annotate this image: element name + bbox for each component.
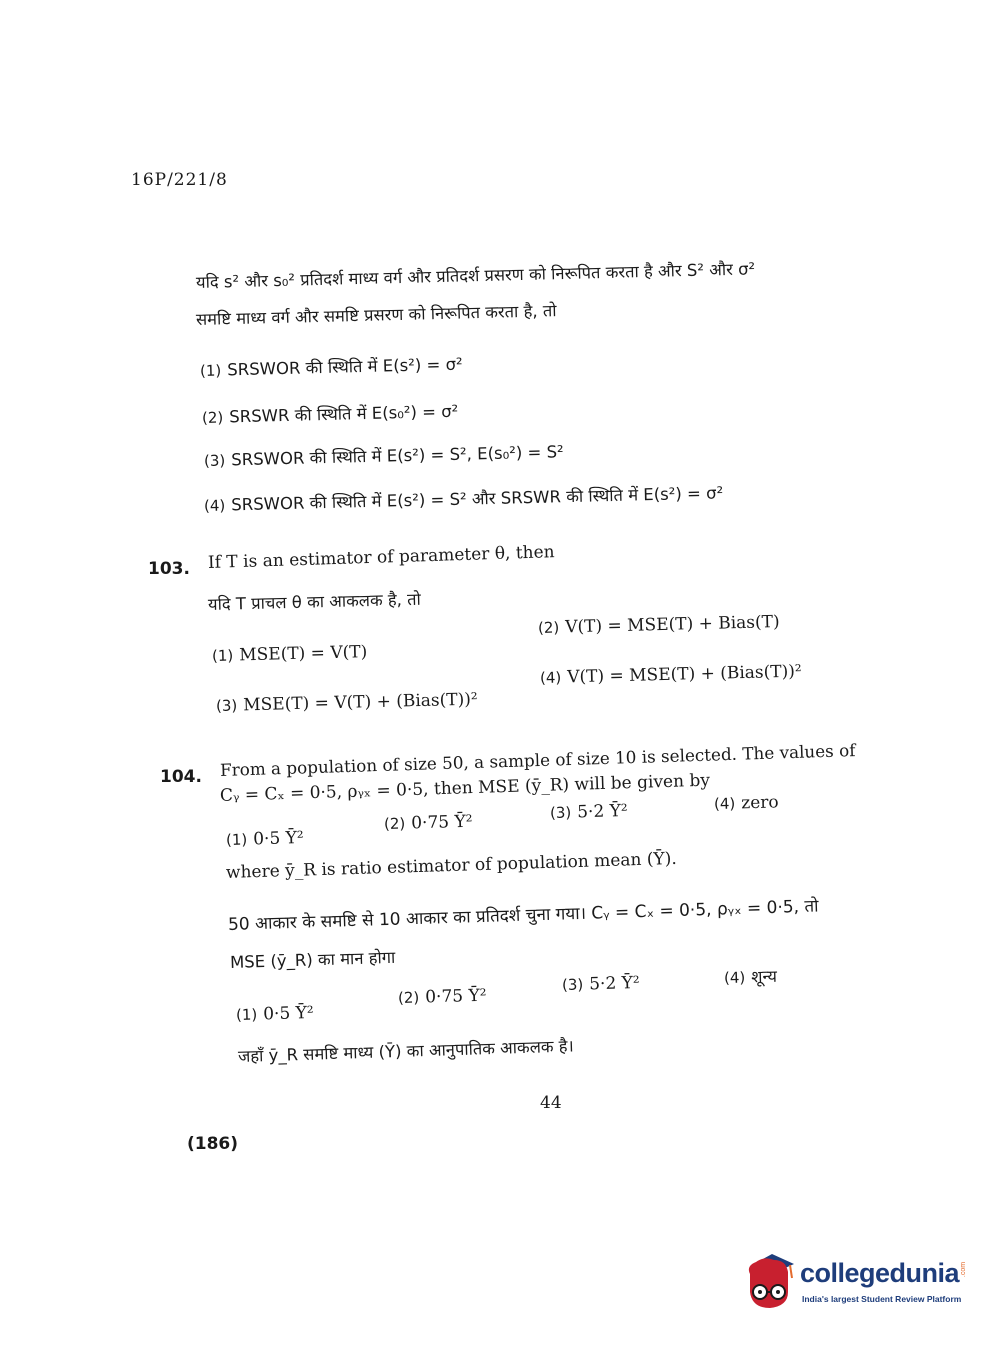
option-number: (3) [549, 803, 572, 822]
option-number: (2) [201, 408, 224, 427]
q104-hindi-line2: MSE (ȳ_R) का मान होगा [229, 947, 396, 972]
paper-code: 16P/221/8 [131, 170, 228, 190]
q104-option-en-3 [550, 801, 628, 823]
q104-where-english: where ȳ_R is ratio estimator of population mean (Ȳ). [225, 848, 678, 883]
q103-option-3 [216, 690, 478, 716]
q104-option-hi-1 [236, 1003, 314, 1025]
q103-hindi: यदि T प्राचल θ का आकलक है, तो [207, 589, 422, 614]
option-number: (4) [203, 496, 226, 515]
q102-hindi-line1: यदि s² और s₀² प्रतिदर्श माध्य वर्ग और प्रतिदर्श प्रसरण को निरूपित करता है और S² और σ² [195, 259, 756, 292]
option-number: (3) [561, 975, 584, 994]
option-number: (2) [383, 814, 406, 833]
option-text: V(T) = MSE(T) + Bias(T) [564, 612, 780, 638]
option-text: MSE(T) = V(T) + (Bias(T))² [242, 689, 478, 716]
q103-english: If T is an estimator of parameter θ, then [207, 542, 555, 573]
q104-english-line2: Cᵧ = Cₓ = 0·5, ρᵧₓ = 0·5, then MSE (ȳ_R) will be given by [219, 770, 711, 806]
option-number: (1) [199, 361, 222, 380]
option-number: (4) [723, 968, 746, 987]
mascot-icon [742, 1252, 798, 1314]
option-text: SRSWOR की स्थिति में E(s²) = σ² [227, 354, 463, 380]
q104-option-en-1 [226, 828, 304, 850]
option-number: (2) [537, 618, 560, 637]
brand-suffix: .com [960, 1261, 968, 1278]
q102-hindi-line2: समष्टि माध्य वर्ग और समष्टि प्रसरण को निरूपित करता है, तो [195, 301, 557, 329]
option-text: 0·75 Ȳ² [424, 985, 487, 1008]
option-text: zero [740, 792, 779, 814]
option-text: MSE(T) = V(T) [238, 642, 368, 666]
q102-option-4 [204, 480, 724, 516]
q103-number: 103. [148, 559, 190, 579]
option-text: SRSWR की स्थिति में E(s₀²) = σ² [229, 401, 459, 427]
q104-option-en-2 [384, 812, 473, 834]
collegedunia-logo [742, 1252, 972, 1314]
page-number: 44 [540, 1093, 562, 1113]
q104-number: 104. [160, 767, 202, 787]
footer-code: (186) [187, 1134, 239, 1154]
option-text: शून्य [751, 966, 778, 987]
q104-option-hi-3 [562, 973, 640, 995]
option-number: (3) [203, 451, 226, 470]
option-text: 0·5 Ȳ² [252, 828, 304, 850]
option-number: (2) [397, 988, 420, 1007]
q103-option-1 [212, 642, 368, 666]
option-number: (1) [225, 830, 248, 849]
option-number: (1) [235, 1005, 258, 1024]
option-text: 5·2 Ȳ² [576, 801, 628, 823]
q104-option-hi-2 [398, 986, 487, 1008]
option-number: (1) [211, 646, 234, 665]
q104-option-hi-4 [724, 964, 777, 988]
q104-option-en-4 [714, 792, 779, 814]
option-text: 5·2 Ȳ² [588, 973, 640, 995]
brand-name: collegedunia [800, 1258, 960, 1288]
option-text: V(T) = MSE(T) + (Bias(T))² [566, 661, 802, 688]
option-number: (4) [539, 668, 562, 687]
q103-option-4 [540, 662, 802, 688]
q102-option-2 [202, 399, 459, 428]
option-number: (4) [713, 794, 736, 813]
q104-english-line1: From a population of size 50, a sample of size 10 is selected. The values of [219, 740, 856, 780]
option-text: 0·75 Ȳ² [410, 811, 473, 834]
q103-option-2 [538, 612, 780, 638]
option-text: 0·5 Ȳ² [262, 1003, 314, 1025]
q102-option-3 [204, 439, 564, 471]
option-text: SRSWOR की स्थिति में E(s²) = S², E(s₀²) = S² [231, 442, 564, 470]
q104-where-hindi: जहाँ ȳ_R समष्टि माध्य (Ȳ) का आनुपातिक आकलक है। [237, 1036, 575, 1066]
option-number: (3) [215, 696, 238, 715]
brand-tagline: India's largest Student Review Platform [802, 1294, 962, 1304]
option-text: SRSWOR की स्थिति में E(s²) = S² और SRSWR की स्थिति में E(s²) = σ² [231, 483, 724, 515]
q102-option-1 [200, 352, 463, 381]
q104-hindi-line1: 50 आकार के समष्टि से 10 आकार का प्रतिदर्श चुना गया। Cᵧ = Cₓ = 0·5, ρᵧₓ = 0·5, तो [227, 896, 819, 935]
